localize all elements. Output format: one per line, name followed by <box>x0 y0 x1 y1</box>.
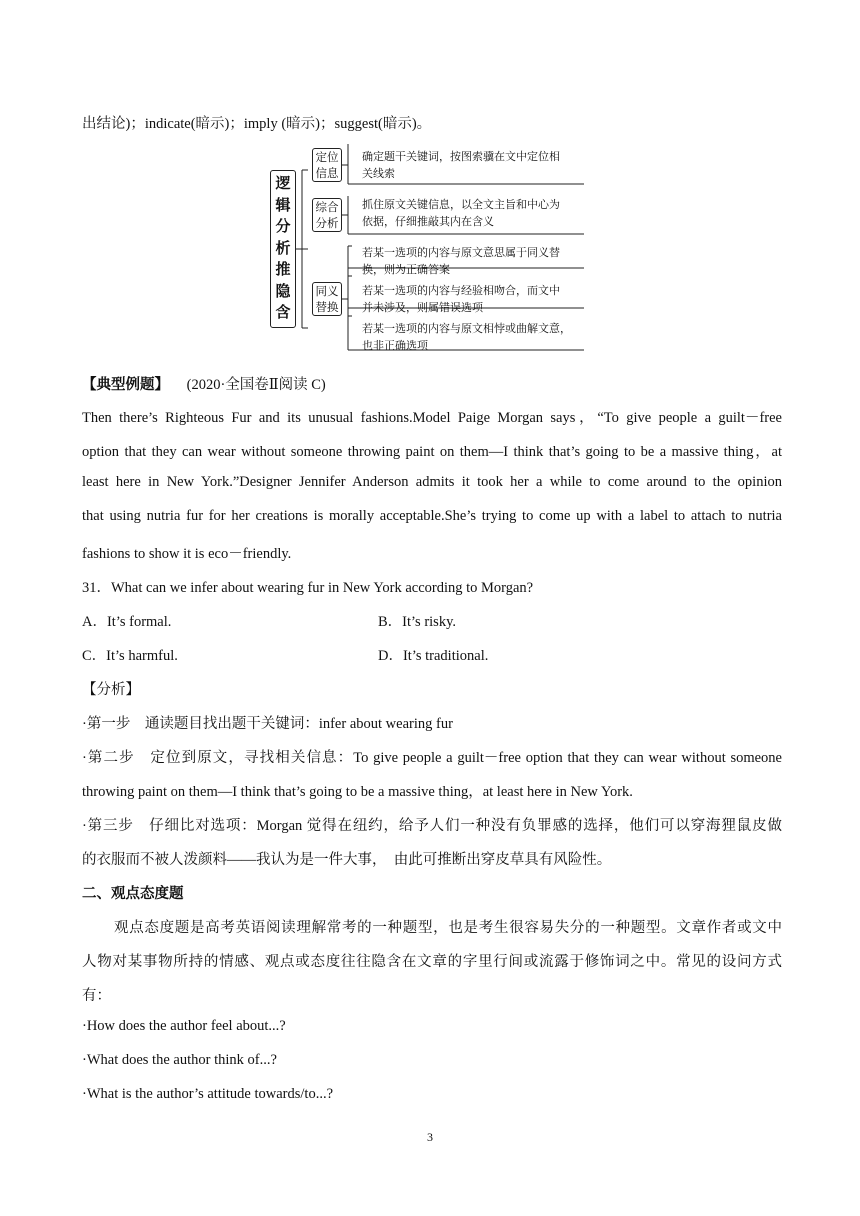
title-char: 析 <box>275 238 291 257</box>
node-label: 分析 <box>315 215 339 230</box>
title-char: 辑 <box>275 195 291 214</box>
page-number: 3 <box>427 1130 433 1144</box>
node-label: 综合 <box>315 200 339 214</box>
analysis-step-1: ·第一步 通读题目找出题干关键词：infer about wearing fur <box>82 716 453 732</box>
option-b: B．It’s risky. <box>378 614 457 630</box>
logic-diagram <box>268 140 588 360</box>
node-label: 定位 <box>315 150 339 164</box>
option-a: A．It’s formal. <box>82 614 172 630</box>
option-c: C．It’s harmful. <box>82 648 178 664</box>
passage-line: that using nutria fur for her creations is morally acceptable.She’s trying to come up with a label to attach to nutria <box>82 508 782 524</box>
node-locate <box>312 148 342 182</box>
section-paragraph: 人物对某事物所持的情感、观点或态度往往隐含在文章的字里行间或流露于修饰词之中。常见的设问方式 <box>82 954 782 970</box>
analysis-step-2: ·第二步 定位到原文，寻找相关信息：To give people a guilt－free option that they can wear without someone <box>82 750 782 766</box>
title-char: 隐 <box>275 281 291 300</box>
node-desc: 若某一选项的内容与原文相悖或曲解文意， 也非正确选项 <box>362 322 571 352</box>
question-form: ·How does the author feel about...? <box>82 1018 286 1034</box>
node-label: 信息 <box>315 165 339 180</box>
title-char: 逻 <box>275 174 291 192</box>
question-form: ·What is the author’s attitude towards/to...? <box>82 1086 334 1102</box>
analysis-heading: 【分析】 <box>82 682 140 698</box>
node-synonym <box>312 282 342 316</box>
title-char: 分 <box>275 217 291 235</box>
example-source: (2020·全国卷Ⅱ阅读 C) <box>186 377 326 393</box>
option-d: D．It’s traditional. <box>378 648 489 664</box>
analysis-step-3-cont: 的衣服而不被人泼颜料——我认为是一件大事， 由此可推断出穿皮草具有风险性。 <box>82 852 612 868</box>
passage-line: least here in New York.”Designer Jennifer Anderson admits it took her a while to come around to the opinion <box>82 474 782 490</box>
node-desc: 若某一选项的内容与经验相吻合，而文中 并未涉及，则属错误选项 <box>362 284 560 314</box>
diagram-title <box>270 170 296 328</box>
node-desc: 抓住原文关键信息，以全文主旨和中心为 依据，仔细推敲其内在含义 <box>362 198 560 228</box>
example-heading: 【典型例题】 <box>82 377 169 393</box>
section-heading: 二、观点态度题 <box>82 886 184 902</box>
passage-line: fashions to show it is eco－friendly. <box>82 546 292 562</box>
title-char: 推 <box>275 260 291 278</box>
node-desc: 确定题干关键词，按图索骥在文中定位相 关线索 <box>362 150 560 180</box>
section-paragraph: 有： <box>82 988 111 1004</box>
intro-line: 出结论)；indicate(暗示)；imply (暗示)；suggest(暗示)。 <box>82 116 432 132</box>
analysis-step-3: ·第三步 仔细比对选项：Morgan 觉得在纽约，给予人们一种没有负罪感的选择，他们可以穿海狸鼠皮做 <box>82 818 782 834</box>
section-paragraph: 观点态度题是高考英语阅读理解常考的一种题型，也是考生很容易失分的一种题型。文章作者或文中 <box>114 920 782 936</box>
analysis-step-2-cont: throwing paint on them—I think that’s going to be a massive thing，at least here in New York. <box>82 784 633 800</box>
node-desc: 若某一选项的内容与原文意思属于同义替 换，则为正确答案 <box>362 246 560 276</box>
title-char: 含 <box>275 303 291 321</box>
question-form: ·What does the author think of...? <box>82 1052 277 1068</box>
node-label: 同义 <box>315 284 339 298</box>
node-label: 替换 <box>315 299 339 314</box>
question: 31．What can we infer about wearing fur in New York according to Morgan? <box>82 580 534 596</box>
passage-line: Then there’s Righteous Fur and its unusual fashions.Model Paige Morgan says，“To give people a guilt－free <box>82 410 782 426</box>
node-analyze <box>312 198 342 232</box>
example-heading-line <box>82 373 326 394</box>
passage-line: option that they can wear without someone throwing paint on them—I think that’s going to be a massive thing，at <box>82 444 782 460</box>
